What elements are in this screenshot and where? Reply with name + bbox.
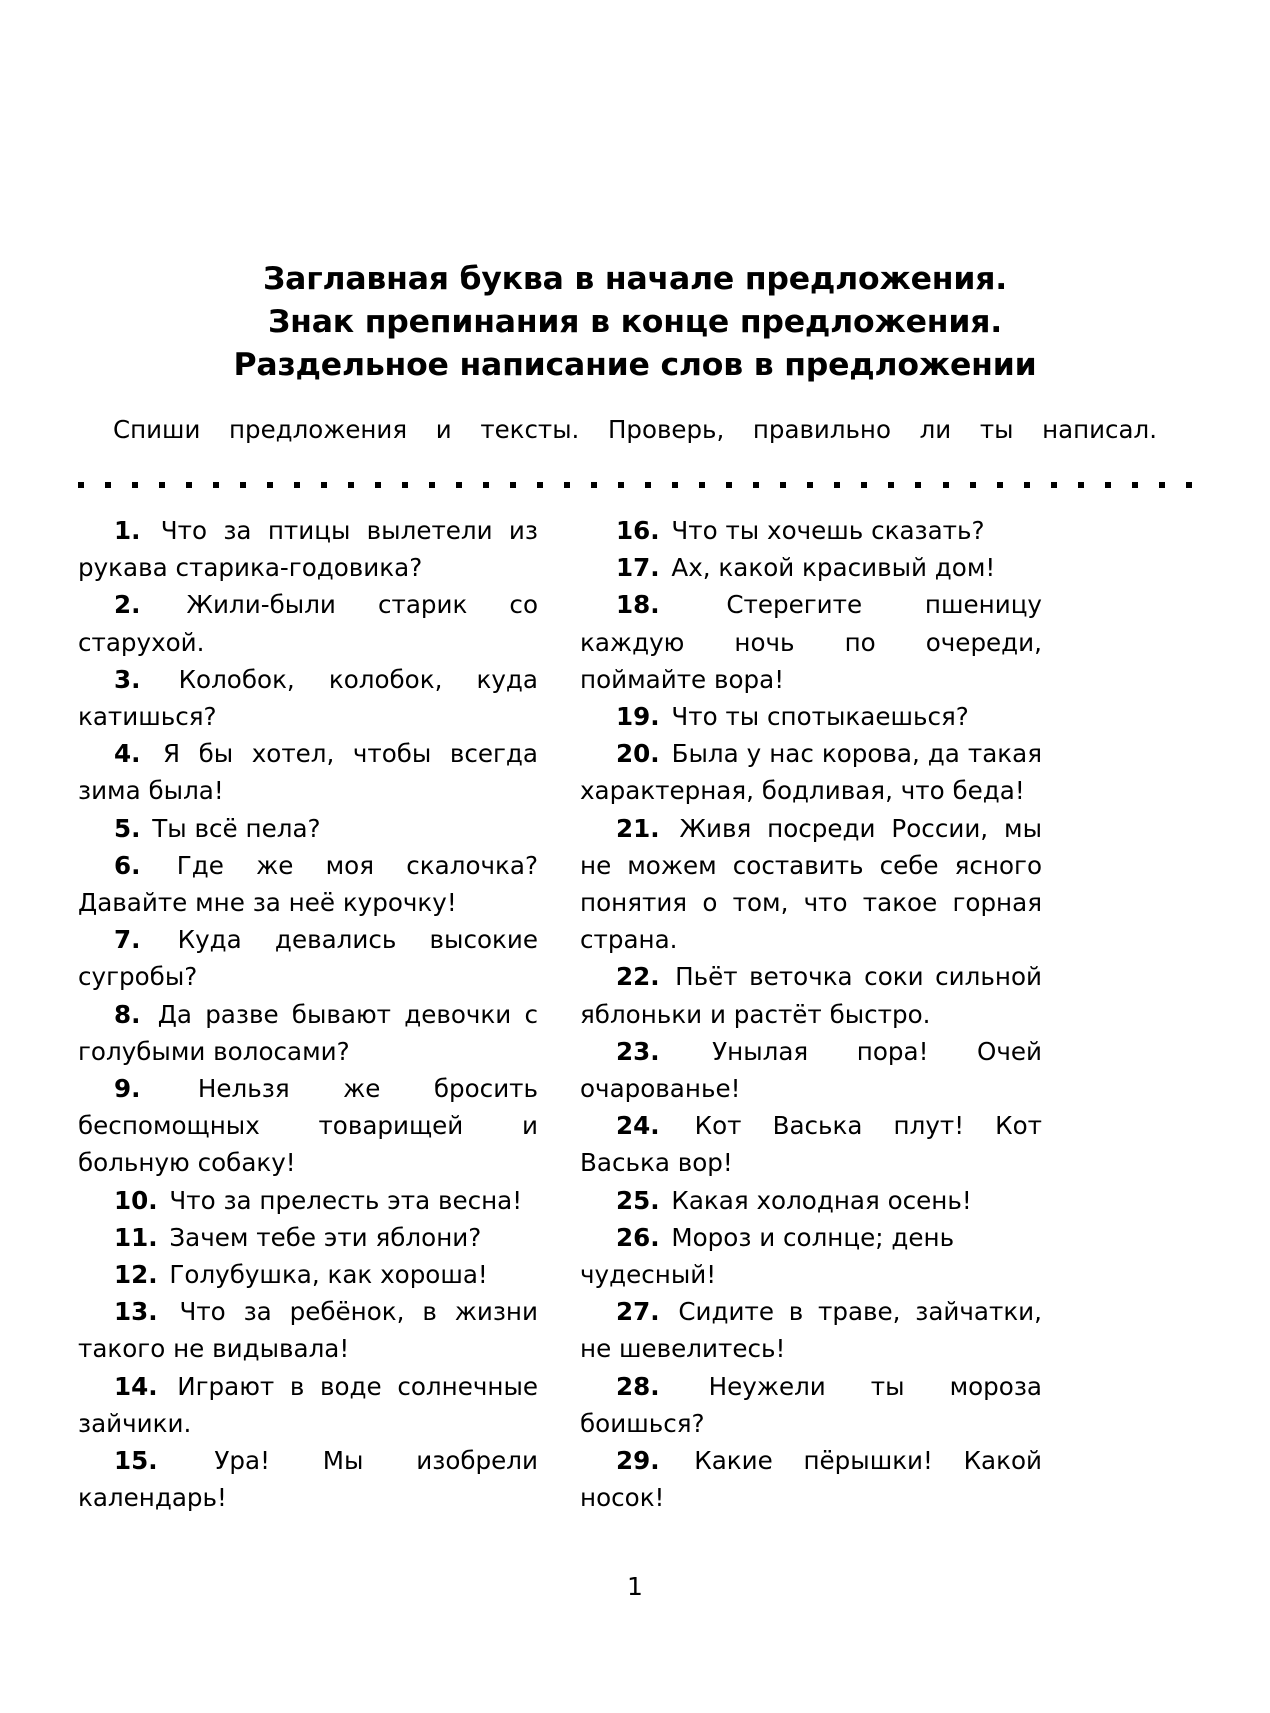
divider-dot	[159, 482, 165, 488]
exercise-text: Я бы хотел, чтобы всегда зима была!	[78, 739, 538, 806]
exercise-text: Что за прелесть эта весна!	[161, 1185, 523, 1215]
divider-dot	[1132, 482, 1138, 488]
exercise-number: 21.	[616, 813, 660, 843]
divider-dot	[753, 482, 759, 488]
divider-dot	[1078, 482, 1084, 488]
divider-dot	[1024, 482, 1030, 488]
exercise-item	[78, 1070, 538, 1182]
exercise-number: 27.	[616, 1297, 660, 1327]
divider-dot	[1159, 482, 1165, 488]
exercise-number: 20.	[616, 739, 660, 769]
exercise-number: 5.	[114, 813, 141, 843]
exercise-item	[580, 549, 1042, 586]
exercise-text: Что за ребёнок, в жизни такого не видывала!	[78, 1297, 538, 1364]
exercise-text: Неужели ты мороза боишься?	[580, 1371, 1042, 1438]
page-title	[0, 258, 1270, 387]
exercise-text: Что за птицы вылетели из рукава старика-годовика?	[78, 516, 538, 583]
exercise-item	[580, 735, 1042, 809]
exercise-text: Колобок, колобок, куда катишься?	[78, 664, 538, 732]
exercise-column-left	[78, 512, 538, 1516]
exercise-item	[580, 1442, 1042, 1516]
divider-dot	[240, 482, 246, 488]
exercise-text: Жили-были старик со старухой.	[78, 590, 538, 657]
exercise-text: Мороз и солнце; день	[663, 1222, 955, 1252]
divider-dot	[970, 482, 976, 488]
exercise-item	[580, 1033, 1042, 1107]
divider-dot	[456, 482, 462, 488]
exercise-item	[580, 958, 1042, 1032]
exercise-text: Была у нас корова, да такая характерная, бодливая, что беда!	[580, 739, 1042, 806]
divider-dot	[537, 482, 543, 488]
exercise-item	[580, 1293, 1042, 1367]
exercise-number: 25.	[616, 1185, 660, 1215]
divider-dot	[943, 482, 949, 488]
exercise-text: Зачем тебе эти яблони?	[161, 1222, 482, 1252]
exercise-number: 2.	[114, 590, 141, 620]
divider-dot	[834, 482, 840, 488]
exercise-number: 3.	[114, 664, 141, 694]
divider-dot	[997, 482, 1003, 488]
exercise-item	[580, 810, 1042, 959]
exercise-number: 6.	[114, 850, 141, 880]
divider-dot	[132, 482, 138, 488]
exercise-item	[580, 1107, 1042, 1181]
exercise-text: Живя посреди России, мы не можем составить себе ясного понятия о том, что такое горная страна.	[580, 813, 1042, 955]
instruction-text: Спиши предложения и тексты. Проверь, правильно ли ты написал.	[113, 415, 1157, 444]
exercise-item	[580, 512, 1042, 549]
title-line-3: Раздельное написание слов в предложении	[233, 347, 1037, 383]
divider-dot	[78, 482, 84, 488]
divider-dot	[672, 482, 678, 488]
exercise-text: Ах, какой красивый дом!	[663, 553, 996, 583]
exercise-number: 24.	[616, 1111, 660, 1141]
exercise-item	[580, 1368, 1042, 1442]
exercise-number: 7.	[114, 925, 141, 955]
exercise-text: Играют в воде солнечные зайчики.	[78, 1371, 538, 1438]
divider-dot	[726, 482, 732, 488]
exercise-number: 12.	[114, 1260, 158, 1290]
page-number: 1	[627, 1572, 643, 1601]
exercise-number: 14.	[114, 1371, 158, 1401]
divider-dot	[375, 482, 381, 488]
exercise-item	[580, 1219, 1042, 1293]
divider-dot	[213, 482, 219, 488]
dotted-rule-divider	[78, 481, 1192, 488]
exercise-number: 15.	[114, 1446, 158, 1476]
exercise-item	[78, 810, 538, 847]
divider-dot	[780, 482, 786, 488]
exercise-text: Голубушка, как хороша!	[161, 1260, 488, 1290]
exercise-item	[78, 1256, 538, 1293]
divider-dot	[1186, 482, 1192, 488]
exercise-text: Что ты хочешь сказать?	[663, 516, 985, 545]
divider-dot	[105, 482, 111, 488]
exercise-item	[78, 1368, 538, 1442]
exercise-item	[580, 698, 1042, 735]
exercise-text: Ты всё пела?	[144, 813, 321, 843]
exercise-number: 19.	[616, 702, 660, 732]
exercise-item	[580, 586, 1042, 698]
exercise-text-continuation: чудесный!	[580, 1260, 717, 1290]
exercise-text: Унылая пора! Очей очарованье!	[580, 1036, 1042, 1104]
divider-dot	[618, 482, 624, 488]
divider-dot	[888, 482, 894, 488]
exercise-text: Кот Васька плут! Кот Васька вор!	[580, 1111, 1042, 1178]
exercise-text: Какие пёрышки! Какой носок!	[580, 1446, 1042, 1513]
exercise-number: 16.	[616, 516, 660, 545]
exercise-text: Да разве бывают девочки с голубыми волосами?	[78, 999, 538, 1066]
divider-dot	[294, 482, 300, 488]
divider-dot	[915, 482, 921, 488]
exercise-number: 22.	[616, 962, 660, 992]
exercise-item	[78, 735, 538, 809]
exercise-number: 8.	[114, 999, 141, 1029]
divider-dot	[1105, 482, 1111, 488]
exercise-text: Стерегите пшеницу каждую ночь по очереди, поймайте вора!	[580, 590, 1042, 694]
divider-dot	[402, 482, 408, 488]
exercise-text: Что ты спотыкаешься?	[663, 702, 969, 732]
exercise-number: 13.	[114, 1297, 158, 1327]
divider-dot	[564, 482, 570, 488]
exercise-item	[78, 512, 538, 586]
exercise-item	[78, 921, 538, 995]
exercise-number: 17.	[616, 553, 660, 583]
exercise-number: 11.	[114, 1222, 158, 1252]
title-line-2: Знак препинания в конце предложения.	[267, 304, 1003, 340]
exercise-text: Сидите в траве, зайчатки, не шевелитесь!	[580, 1297, 1042, 1364]
exercise-number: 4.	[114, 739, 141, 769]
exercise-item	[78, 1219, 538, 1256]
divider-dot	[1051, 482, 1057, 488]
exercise-number: 23.	[616, 1036, 660, 1066]
divider-dot	[429, 482, 435, 488]
exercise-number: 1.	[114, 516, 141, 545]
exercise-item	[78, 1442, 538, 1516]
divider-dot	[807, 482, 813, 488]
divider-dot	[861, 482, 867, 488]
divider-dot	[267, 482, 273, 488]
exercise-text: Какая холодная осень!	[663, 1185, 972, 1215]
exercise-number: 18.	[616, 590, 660, 620]
divider-dot	[483, 482, 489, 488]
exercise-columns	[0, 512, 1270, 1513]
divider-dot	[348, 482, 354, 488]
exercise-item	[78, 1293, 538, 1367]
exercise-number: 29.	[616, 1446, 660, 1476]
title-line-1: Заглавная буква в начале предложения.	[262, 261, 1007, 297]
exercise-text: Где же моя скалочка? Давайте мне за неё курочку!	[78, 850, 538, 918]
exercise-text: Пьёт веточка соки сильной яблоньки и растёт быстро.	[580, 962, 1042, 1029]
exercise-item	[78, 586, 538, 660]
exercise-number: 10.	[114, 1185, 158, 1215]
exercise-item	[78, 847, 538, 921]
exercise-text: Ура! Мы изобрели календарь!	[78, 1446, 538, 1513]
exercise-item	[78, 1182, 538, 1219]
exercise-item	[78, 661, 538, 735]
exercise-text: Куда девались высокие сугробы?	[78, 925, 538, 992]
divider-dot	[645, 482, 651, 488]
divider-dot	[321, 482, 327, 488]
exercise-number: 9.	[114, 1074, 141, 1104]
exercise-number: 26.	[616, 1222, 660, 1252]
exercise-text: Нельзя же бросить беспомощных товарищей и больную собаку!	[78, 1074, 538, 1178]
divider-dot	[186, 482, 192, 488]
exercise-item	[580, 1182, 1042, 1219]
exercise-number: 28.	[616, 1371, 660, 1401]
exercise-item	[78, 996, 538, 1070]
divider-dot	[510, 482, 516, 488]
divider-dot	[699, 482, 705, 488]
divider-dot	[591, 482, 597, 488]
exercise-column-right	[580, 512, 1042, 1516]
